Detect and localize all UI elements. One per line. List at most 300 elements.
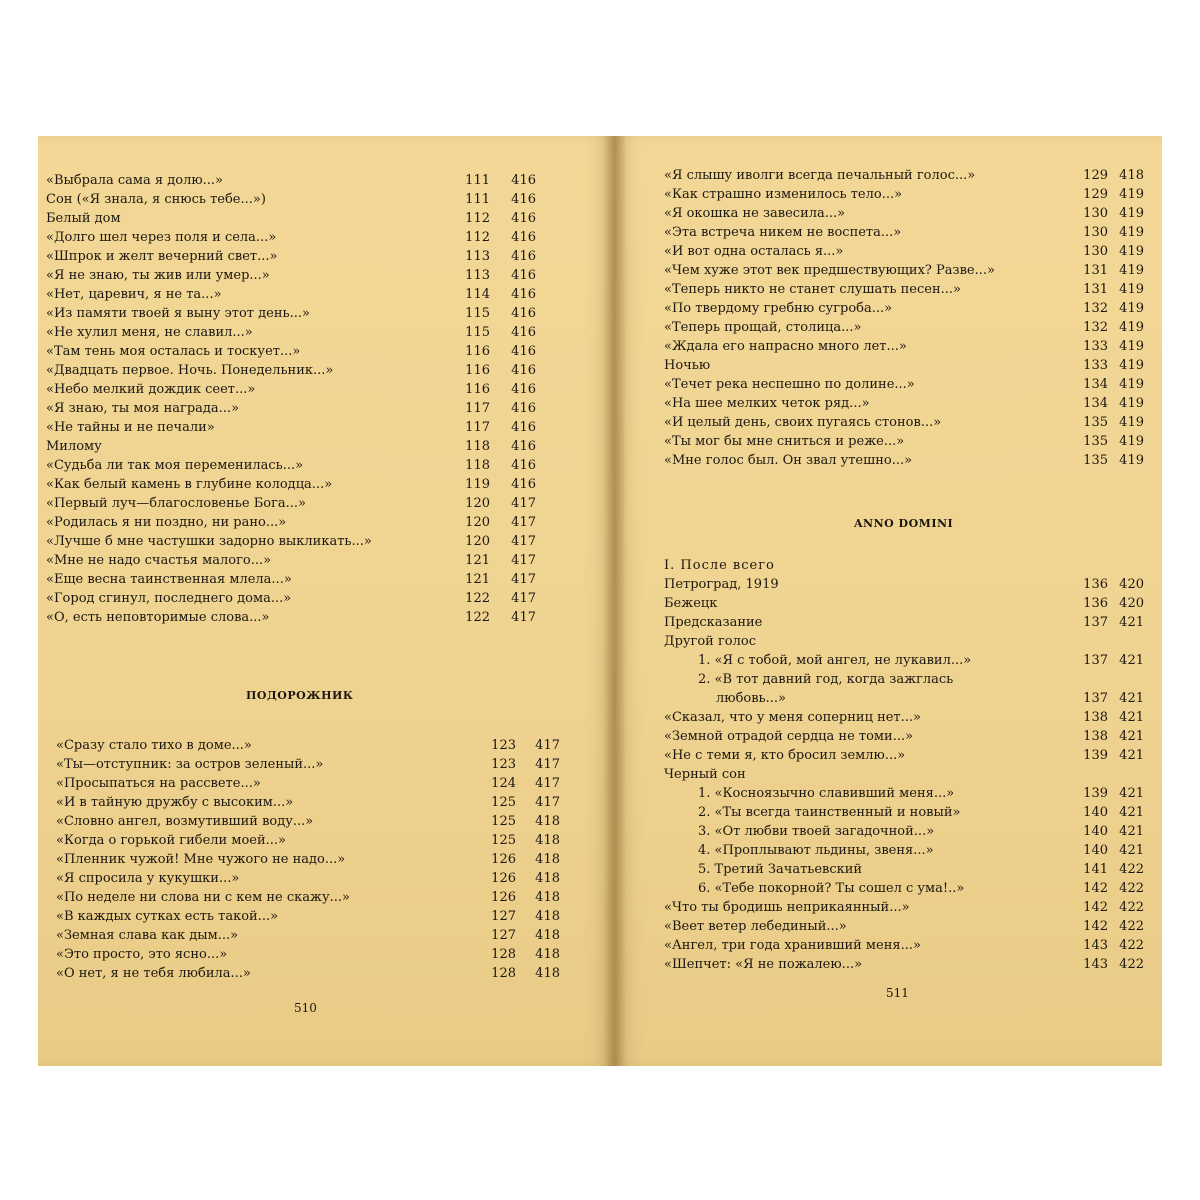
toc-entry <box>46 494 586 513</box>
toc-entry-page: 128 <box>491 966 516 981</box>
toc-entry-title: «Чем хуже этот век предшествующих? Разве...» <box>664 263 995 278</box>
toc-entry-title: «По неделе ни слова ни с кем не скажу...» <box>56 890 350 905</box>
toc-entry-page: 126 <box>491 890 516 905</box>
contents-list-left-bottom <box>56 736 596 983</box>
toc-entry <box>664 280 1154 299</box>
toc-entry-note-page: 421 <box>1119 653 1144 668</box>
toc-entry <box>56 850 596 869</box>
toc-entry-page: 135 <box>1083 415 1108 430</box>
toc-entry-note-page: 416 <box>511 420 536 435</box>
toc-entry-note-page: 421 <box>1119 786 1144 801</box>
toc-entry-title: Предсказание <box>664 615 763 630</box>
toc-entry-page: 123 <box>491 757 516 772</box>
toc-entry-note-page: 419 <box>1119 453 1144 468</box>
toc-entry <box>664 242 1154 261</box>
toc-entry-note-page: 416 <box>511 249 536 264</box>
toc-entry <box>664 223 1154 242</box>
toc-entry-note-page: 417 <box>511 534 536 549</box>
toc-entry <box>664 955 1154 974</box>
toc-entry-page: 125 <box>491 795 516 810</box>
toc-entry <box>46 589 586 608</box>
toc-entry-title: «И вот одна осталась я...» <box>664 244 844 259</box>
toc-entry-title: Белый дом <box>46 211 121 226</box>
page-number-right: 511 <box>886 986 909 1000</box>
toc-entry-page: 126 <box>491 871 516 886</box>
toc-entry-page: 139 <box>1083 786 1108 801</box>
toc-entry-note-page: 418 <box>535 966 560 981</box>
toc-entry-title: «Выбрала сама я долю...» <box>46 173 224 188</box>
toc-entry-title: «Город сгинул, последнего дома...» <box>46 591 292 606</box>
toc-entry-page: 123 <box>491 738 516 753</box>
toc-entry <box>46 361 586 380</box>
toc-entry-page: 138 <box>1083 710 1108 725</box>
toc-entry <box>664 841 1154 860</box>
toc-entry <box>46 171 586 190</box>
toc-entry-note-page: 419 <box>1119 320 1144 335</box>
toc-entry-page: 122 <box>465 610 490 625</box>
toc-entry <box>664 594 1154 613</box>
toc-entry-note-page: 420 <box>1119 596 1144 611</box>
toc-entry <box>46 551 586 570</box>
toc-entry-note-page: 421 <box>1119 843 1144 858</box>
toc-entry <box>664 356 1154 375</box>
toc-entry-note-page: 420 <box>1119 577 1144 592</box>
toc-entry-note-page: 421 <box>1119 824 1144 839</box>
toc-entry-page: 124 <box>491 776 516 791</box>
toc-entry-note-page: 422 <box>1119 881 1144 896</box>
toc-entry-title: 6. «Тебе покорной? Ты сошел с ума!..» <box>698 881 965 896</box>
toc-entry-page: 134 <box>1083 377 1108 392</box>
toc-entry <box>46 532 586 551</box>
toc-entry-title: «Как страшно изменилось тело...» <box>664 187 903 202</box>
toc-entry-title: «Долго шел через поля и села...» <box>46 230 277 245</box>
toc-entry-note-page: 417 <box>511 610 536 625</box>
toc-entry-note-page: 418 <box>535 852 560 867</box>
toc-entry-page: 131 <box>1083 282 1108 297</box>
toc-entry-title: «Я окошка не завесила...» <box>664 206 846 221</box>
toc-entry-title: Ночью <box>664 358 711 373</box>
toc-entry <box>56 869 596 888</box>
toc-entry <box>664 860 1154 879</box>
toc-entry <box>664 413 1154 432</box>
toc-entry-title: «Ты мог бы мне сниться и реже...» <box>664 434 905 449</box>
toc-entry-page: 137 <box>1083 653 1108 668</box>
toc-entry-note-page: 416 <box>511 211 536 226</box>
toc-entry <box>664 689 1154 708</box>
toc-entry <box>46 266 586 285</box>
contents-list-right-top <box>664 166 1154 470</box>
toc-entry <box>664 394 1154 413</box>
toc-entry <box>56 926 596 945</box>
toc-entry-title: «Просыпаться на рассвете...» <box>56 776 261 791</box>
toc-entry-note-page: 417 <box>511 496 536 511</box>
toc-entry-page: 120 <box>465 496 490 511</box>
toc-entry <box>56 793 596 812</box>
toc-entry-note-page: 419 <box>1119 358 1144 373</box>
toc-entry-title: «И целый день, своих пугаясь стонов...» <box>664 415 942 430</box>
toc-entry-page: 126 <box>491 852 516 867</box>
toc-entry-title: «Ты—отступник: за остров зеленый...» <box>56 757 324 772</box>
toc-entry <box>664 670 1154 689</box>
toc-entry-page: 133 <box>1083 339 1108 354</box>
toc-entry <box>46 399 586 418</box>
toc-entry-title: «Нет, царевич, я не та...» <box>46 287 222 302</box>
toc-entry-page: 116 <box>465 363 490 378</box>
page-number-left: 510 <box>294 1001 317 1015</box>
toc-entry-page: 138 <box>1083 729 1108 744</box>
right-page <box>614 136 1162 1066</box>
toc-entry-page: 121 <box>465 572 490 587</box>
toc-entry-title: Бежецк <box>664 596 718 611</box>
toc-entry-page: 113 <box>465 268 490 283</box>
toc-entry <box>664 936 1154 955</box>
toc-entry-note-page: 416 <box>511 287 536 302</box>
toc-entry <box>46 475 586 494</box>
toc-entry <box>664 575 1154 594</box>
toc-entry-title: Черный сон <box>664 767 746 782</box>
toc-entry <box>56 736 596 755</box>
toc-entry-page: 120 <box>465 515 490 530</box>
toc-entry-note-page: 416 <box>511 458 536 473</box>
toc-entry <box>664 337 1154 356</box>
toc-entry <box>664 651 1154 670</box>
toc-entry-note-page: 416 <box>511 439 536 454</box>
toc-entry <box>46 190 586 209</box>
toc-entry-title: 2. «В тот давний год, когда зажглась <box>698 672 954 687</box>
toc-entry-page: 142 <box>1083 919 1108 934</box>
toc-entry-note-page: 417 <box>535 795 560 810</box>
toc-entry-page: 143 <box>1083 957 1108 972</box>
toc-entry-title: «Я слышу иволги всегда печальный голос...» <box>664 168 976 183</box>
toc-entry-note-page: 419 <box>1119 396 1144 411</box>
toc-entry-note-page: 418 <box>535 890 560 905</box>
toc-entry-title: «Что ты бродишь неприкаянный...» <box>664 900 910 915</box>
toc-entry <box>46 380 586 399</box>
toc-entry-page: 125 <box>491 833 516 848</box>
toc-entry-title: Петроград, 1919 <box>664 577 779 592</box>
toc-entry-title: «О, есть неповторимые слова...» <box>46 610 270 625</box>
subsection-title: I. После всего <box>664 558 775 573</box>
toc-entry-page: 136 <box>1083 596 1108 611</box>
toc-entry <box>46 437 586 456</box>
toc-entry <box>56 831 596 850</box>
toc-entry-title: «Небо мелкий дождик сеет...» <box>46 382 256 397</box>
left-page <box>38 136 614 1066</box>
toc-entry-note-page: 419 <box>1119 225 1144 240</box>
toc-entry-note-page: 419 <box>1119 282 1144 297</box>
toc-entry <box>46 209 586 228</box>
toc-entry-title: «В каждых сутках есть такой...» <box>56 909 279 924</box>
toc-entry-title: «Не хулил меня, не славил...» <box>46 325 253 340</box>
toc-entry-note-page: 416 <box>511 173 536 188</box>
toc-entry-note-page: 417 <box>535 738 560 753</box>
toc-entry <box>664 765 1154 784</box>
toc-entry <box>664 451 1154 470</box>
toc-entry-title: «Еще весна таинственная млела...» <box>46 572 292 587</box>
toc-entry-title: «Не с теми я, кто бросил землю...» <box>664 748 906 763</box>
toc-entry-title: «Сразу стало тихо в доме...» <box>56 738 252 753</box>
toc-entry-note-page: 421 <box>1119 691 1144 706</box>
toc-entry-note-page: 418 <box>535 928 560 943</box>
toc-entry-title: «Не тайны и не печали» <box>46 420 215 435</box>
section-title-podorozhnik: ПОДОРОЖНИК <box>246 689 354 702</box>
toc-entry <box>56 774 596 793</box>
toc-entry <box>664 727 1154 746</box>
toc-entry <box>664 632 1154 651</box>
toc-entry <box>664 803 1154 822</box>
toc-entry-note-page: 421 <box>1119 710 1144 725</box>
toc-entry-page: 135 <box>1083 453 1108 468</box>
toc-entry-title: «Эта встреча никем не воспета...» <box>664 225 902 240</box>
toc-entry-note-page: 422 <box>1119 938 1144 953</box>
toc-entry-note-page: 417 <box>511 572 536 587</box>
toc-entry-note-page: 418 <box>535 814 560 829</box>
toc-entry-page: 112 <box>465 230 490 245</box>
toc-entry-title: «Мне не надо счастья малого...» <box>46 553 272 568</box>
toc-entry-page: 116 <box>465 344 490 359</box>
toc-entry-page: 142 <box>1083 900 1108 915</box>
toc-entry <box>664 166 1154 185</box>
toc-entry-page: 111 <box>465 173 490 188</box>
toc-entry-note-page: 418 <box>535 909 560 924</box>
toc-entry-page: 140 <box>1083 805 1108 820</box>
toc-entry-title: «Родилась я ни поздно, ни рано...» <box>46 515 287 530</box>
toc-entry <box>46 570 586 589</box>
contents-list-right-bottom <box>664 556 1154 974</box>
toc-entry-title: «Ангел, три года хранивший меня...» <box>664 938 921 953</box>
toc-entry-title: «Веет ветер лебединый...» <box>664 919 847 934</box>
toc-entry-note-page: 416 <box>511 363 536 378</box>
toc-entry-page: 119 <box>465 477 490 492</box>
toc-entry-note-page: 418 <box>535 871 560 886</box>
toc-entry-note-page: 417 <box>511 553 536 568</box>
toc-entry-title: «Шпрок и желт вечерний свет...» <box>46 249 278 264</box>
toc-entry-note-page: 419 <box>1119 434 1144 449</box>
toc-entry-page: 114 <box>465 287 490 302</box>
toc-entry-title: «Я знаю, ты моя награда...» <box>46 401 240 416</box>
toc-entry-title: «Двадцать первое. Ночь. Понедельник...» <box>46 363 334 378</box>
toc-entry-note-page: 422 <box>1119 957 1144 972</box>
toc-entry-title: «Пленник чужой! Мне чужого не надо...» <box>56 852 346 867</box>
toc-entry-note-page: 421 <box>1119 805 1144 820</box>
toc-entry <box>56 812 596 831</box>
toc-entry-note-page: 418 <box>535 947 560 962</box>
toc-entry-title: 1. «Я с тобой, мой ангел, не лукавил...» <box>698 653 972 668</box>
toc-entry-page: 125 <box>491 814 516 829</box>
toc-entry-page: 142 <box>1083 881 1108 896</box>
toc-entry-note-page: 417 <box>511 515 536 530</box>
toc-entry-note-page: 417 <box>535 757 560 772</box>
toc-entry-page: 132 <box>1083 301 1108 316</box>
toc-entry <box>46 304 586 323</box>
toc-entry-note-page: 419 <box>1119 301 1144 316</box>
toc-entry-page: 139 <box>1083 748 1108 763</box>
toc-entry-page: 122 <box>465 591 490 606</box>
toc-entry-note-page: 416 <box>511 344 536 359</box>
toc-entry-title: Милому <box>46 439 102 454</box>
toc-entry-page: 137 <box>1083 691 1108 706</box>
toc-entry-note-page: 416 <box>511 230 536 245</box>
toc-entry-page: 129 <box>1083 168 1108 183</box>
toc-entry-page: 141 <box>1083 862 1108 877</box>
toc-entry-page: 112 <box>465 211 490 226</box>
toc-entry <box>46 608 586 627</box>
toc-entry-title: «Судьба ли так моя переменилась...» <box>46 458 304 473</box>
toc-entry <box>664 784 1154 803</box>
toc-entry-title: «Я спросила у кукушки...» <box>56 871 240 886</box>
toc-entry-page: 117 <box>465 420 490 435</box>
book-spread <box>38 136 1162 1066</box>
toc-entry-title: «Лучше б мне частушки задорно выкликать...» <box>46 534 372 549</box>
toc-entry <box>664 822 1154 841</box>
toc-entry-note-page: 421 <box>1119 729 1144 744</box>
contents-list-left-top <box>46 171 586 627</box>
toc-entry-note-page: 417 <box>535 776 560 791</box>
toc-entry-note-page: 421 <box>1119 748 1144 763</box>
toc-entry-title: «Земной отрадой сердца не томи...» <box>664 729 914 744</box>
toc-entry <box>46 342 586 361</box>
toc-entry-title: «Там тень моя осталась и тоскует...» <box>46 344 301 359</box>
toc-entry <box>664 185 1154 204</box>
toc-entry-note-page: 419 <box>1119 244 1144 259</box>
toc-entry-title: «И в тайную дружбу с высоким...» <box>56 795 294 810</box>
toc-entry-note-page: 419 <box>1119 415 1144 430</box>
toc-entry-note-page: 416 <box>511 192 536 207</box>
toc-entry-page: 115 <box>465 306 490 321</box>
toc-entry-title: «Ждала его напрасно много лет...» <box>664 339 907 354</box>
toc-entry-title: «Теперь никто не станет слушать песен...» <box>664 282 961 297</box>
toc-entry-page: 129 <box>1083 187 1108 202</box>
toc-entry-title: «Течет река неспешно по долине...» <box>664 377 915 392</box>
toc-entry <box>56 945 596 964</box>
book-gutter <box>604 136 626 1066</box>
toc-entry-page: 131 <box>1083 263 1108 278</box>
toc-entry-note-page: 416 <box>511 477 536 492</box>
toc-entry-note-page: 417 <box>511 591 536 606</box>
toc-entry-note-page: 422 <box>1119 900 1144 915</box>
toc-entry-title: «Я не знаю, ты жив или умер...» <box>46 268 270 283</box>
toc-entry-note-page: 418 <box>1119 168 1144 183</box>
toc-entry-title: 2. «Ты всегда таинственный и новый» <box>698 805 961 820</box>
toc-entry <box>46 456 586 475</box>
toc-entry <box>664 432 1154 451</box>
toc-entry <box>46 228 586 247</box>
toc-entry-page: 130 <box>1083 225 1108 240</box>
toc-entry-page: 127 <box>491 928 516 943</box>
toc-entry-note-page: 422 <box>1119 862 1144 877</box>
toc-entry <box>664 318 1154 337</box>
toc-entry <box>664 746 1154 765</box>
toc-entry <box>56 964 596 983</box>
toc-entry-title: Сон («Я знала, я снюсь тебе...») <box>46 192 266 207</box>
toc-entry-note-page: 416 <box>511 306 536 321</box>
toc-entry-page: 118 <box>465 458 490 473</box>
toc-entry-note-page: 418 <box>535 833 560 848</box>
toc-entry-page: 118 <box>465 439 490 454</box>
toc-entry <box>56 755 596 774</box>
toc-entry <box>664 879 1154 898</box>
toc-entry-title: «Земная слава как дым...» <box>56 928 239 943</box>
toc-entry-page: 121 <box>465 553 490 568</box>
toc-entry <box>46 323 586 342</box>
toc-entry <box>664 204 1154 223</box>
toc-entry-note-page: 419 <box>1119 187 1144 202</box>
toc-entry-page: 134 <box>1083 396 1108 411</box>
toc-entry-page: 140 <box>1083 824 1108 839</box>
toc-entry <box>664 708 1154 727</box>
toc-entry <box>46 247 586 266</box>
toc-entry-page: 113 <box>465 249 490 264</box>
toc-entry-page: 130 <box>1083 206 1108 221</box>
toc-entry-title: Другой голос <box>664 634 756 649</box>
toc-entry-title: «Как белый камень в глубине колодца...» <box>46 477 333 492</box>
toc-entry-page: 130 <box>1083 244 1108 259</box>
toc-entry-title: «По твердому гребню сугроба...» <box>664 301 893 316</box>
toc-entry-note-page: 422 <box>1119 919 1144 934</box>
toc-entry-note-page: 419 <box>1119 206 1144 221</box>
toc-entry-title: «Мне голос был. Он звал утешно...» <box>664 453 913 468</box>
toc-entry <box>56 907 596 926</box>
toc-entry <box>664 898 1154 917</box>
toc-entry-title: любовь...» <box>716 691 786 706</box>
toc-entry-title: 1. «Косноязычно славивший меня...» <box>698 786 955 801</box>
toc-entry-title: «Первый луч—благословенье Бога...» <box>46 496 306 511</box>
toc-entry-title: 3. «От любви твоей загадочной...» <box>698 824 935 839</box>
toc-entry <box>46 285 586 304</box>
toc-entry-title: «Из памяти твоей я выну этот день...» <box>46 306 310 321</box>
toc-entry-page: 140 <box>1083 843 1108 858</box>
toc-entry-page: 132 <box>1083 320 1108 335</box>
toc-entry <box>664 375 1154 394</box>
toc-entry-note-page: 419 <box>1119 263 1144 278</box>
toc-entry <box>664 917 1154 936</box>
toc-entry-title: «На шее мелких четок ряд...» <box>664 396 870 411</box>
toc-entry-page: 117 <box>465 401 490 416</box>
toc-entry-note-page: 416 <box>511 401 536 416</box>
toc-entry-title: «Словно ангел, возмутивший воду...» <box>56 814 314 829</box>
toc-entry-page: 111 <box>465 192 490 207</box>
toc-entry-page: 115 <box>465 325 490 340</box>
toc-entry-title: 4. «Проплывают льдины, звеня...» <box>698 843 934 858</box>
toc-entry <box>46 418 586 437</box>
toc-entry-page: 136 <box>1083 577 1108 592</box>
toc-entry-note-page: 416 <box>511 325 536 340</box>
toc-entry-title: «Шепчет: «Я не пожалею...» <box>664 957 863 972</box>
toc-entry <box>664 261 1154 280</box>
toc-entry-page: 133 <box>1083 358 1108 373</box>
toc-entry <box>46 513 586 532</box>
toc-entry-title: «Теперь прощай, столица...» <box>664 320 862 335</box>
toc-entry-note-page: 419 <box>1119 377 1144 392</box>
toc-entry-note-page: 421 <box>1119 615 1144 630</box>
toc-entry-page: 143 <box>1083 938 1108 953</box>
toc-entry-page: 116 <box>465 382 490 397</box>
toc-entry-note-page: 416 <box>511 382 536 397</box>
toc-entry-page: 135 <box>1083 434 1108 449</box>
toc-entry-title: «О нет, я не тебя любила...» <box>56 966 251 981</box>
toc-entry-title: «Сказал, что у меня соперниц нет...» <box>664 710 921 725</box>
toc-entry-note-page: 419 <box>1119 339 1144 354</box>
toc-entry-page: 128 <box>491 947 516 962</box>
toc-entry <box>664 299 1154 318</box>
section-title-anno-domini: ANNO DOMINI <box>854 517 954 530</box>
toc-entry <box>664 613 1154 632</box>
toc-entry-title: 5. Третий Зачатьевский <box>698 862 863 877</box>
toc-entry-page: 120 <box>465 534 490 549</box>
toc-entry-page: 127 <box>491 909 516 924</box>
toc-entry-title: «Это просто, это ясно...» <box>56 947 228 962</box>
toc-entry-title: «Когда о горькой гибели моей...» <box>56 833 286 848</box>
